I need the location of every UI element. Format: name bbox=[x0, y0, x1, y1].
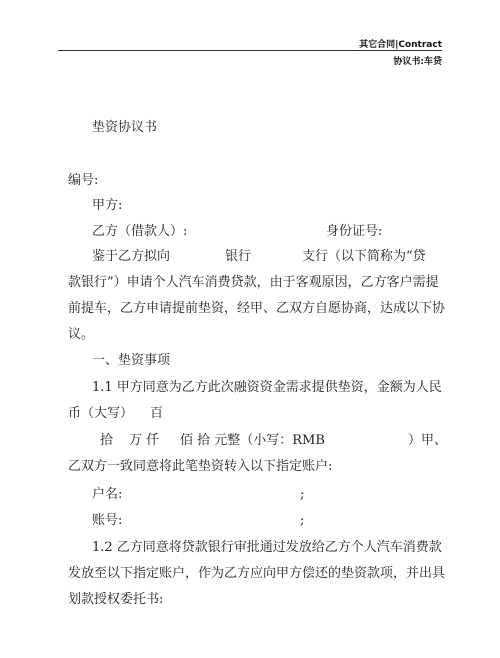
header-category: 其它合同|Contract bbox=[359, 40, 442, 50]
paragraph-1-line-1a: 鉴于乙方拟向 bbox=[92, 249, 171, 264]
id-number-label: 身份证号: bbox=[326, 224, 383, 239]
clause-1-1-line-3c: 佰 拾 元整（小写：RMB bbox=[180, 433, 325, 448]
clause-1-1-line-3d: ）甲、 bbox=[408, 433, 448, 448]
document-title: 垫资协议书 bbox=[92, 120, 158, 135]
account-number-terminator: ; bbox=[300, 513, 305, 528]
clause-1-1-line-2b: 百 bbox=[150, 406, 164, 421]
number-label: 编号: bbox=[68, 173, 99, 188]
clause-1-1-line-3a: 拾 bbox=[100, 433, 114, 448]
clause-1-1-line-3b: 万 仟 bbox=[129, 433, 160, 448]
clause-1-2-line-1: 1.2 乙方同意将贷款银行审批通过发放给乙方个人汽车消费款 bbox=[92, 540, 442, 555]
paragraph-1-line-1c: 支行（以下简称为“贷 bbox=[302, 249, 426, 264]
party-a-label: 甲方: bbox=[92, 198, 123, 213]
party-b-label: 乙方（借款人）: bbox=[92, 224, 188, 239]
clause-1-2-line-2: 发放至以下指定账户，作为乙方应向甲方偿还的垫资款项，并出具 bbox=[68, 566, 446, 581]
account-name-terminator: ; bbox=[300, 487, 305, 502]
header-rule bbox=[58, 50, 442, 51]
account-number-label: 账号: bbox=[92, 513, 123, 528]
paragraph-1-line-1b: 银行 bbox=[225, 249, 252, 264]
account-name-label: 户名: bbox=[92, 487, 123, 502]
paragraph-1-line-4: 议。 bbox=[68, 327, 95, 342]
paragraph-1-line-3: 前提车，乙方申请提前垫资，经甲、乙双方自愿协商，达成以下协 bbox=[68, 301, 446, 316]
clause-1-1-line-1: 1.1 甲方同意为乙方此次融资资金需求提供垫资，金额为人民 bbox=[92, 380, 442, 395]
paragraph-1-line-2: 款银行”）申请个人汽车消费贷款，由于客观原因，乙方客户需提 bbox=[68, 275, 439, 290]
clause-1-1-line-2a: 币（大写） bbox=[68, 406, 134, 421]
clause-1-2-line-3: 划款授权委托书: bbox=[68, 592, 164, 607]
section-1-heading: 一、垫资事项 bbox=[92, 353, 171, 368]
clause-1-1-line-4: 乙双方一致同意将此笔垫资转入以下指定账户: bbox=[68, 459, 333, 474]
header-subcategory: 协议书:车贷 bbox=[393, 57, 442, 67]
